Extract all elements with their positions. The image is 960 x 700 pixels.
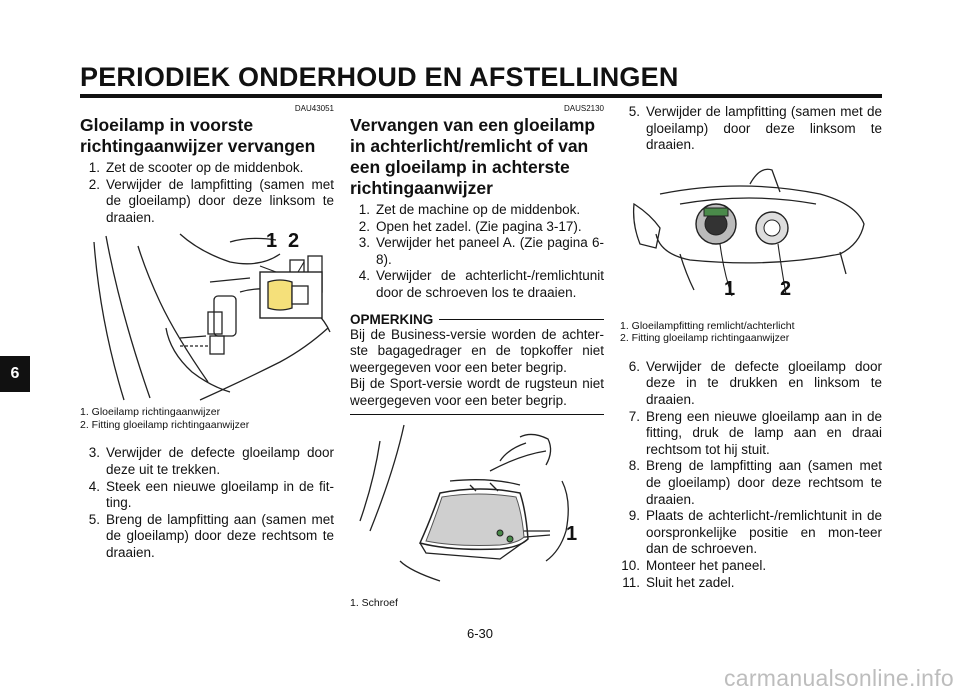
step-item: 7. Breng een nieuwe gloeilamp aan in de fitting, druk de lamp aan en draai rechtsom tot hij stuit. [628, 408, 882, 457]
step-item: 2. Verwijder de lampfitting (samen met de gloeilamp) door deze linksom te draaien. [88, 176, 334, 225]
callout-1: 1 [266, 230, 278, 253]
doc-code: DAU43051 [294, 104, 334, 113]
steps-list [620, 104, 882, 154]
note-text: Bij de Business-versie worden de achter-ste bagagedrager en de topkoffer niet weergegeven voor een beter begrip. [350, 326, 604, 375]
callout-1: 1 [566, 522, 578, 545]
note-heading: OPMERKING [350, 312, 604, 327]
page-number: 6-30 [466, 626, 494, 641]
figure-front-indicator [80, 232, 334, 404]
caption-item: 1. Gloeilampfitting remlicht/achterlicht [620, 319, 795, 332]
step-item: 2. Open het zadel. (Zie pagina 3-17). [358, 218, 582, 234]
caption-item: 2. Fitting gloeilamp richtingaanwijzer [620, 332, 790, 345]
step-item: 11. Sluit het zadel. [622, 574, 735, 590]
steps-list [80, 160, 334, 226]
caption-item: 1. Gloeilamp richtingaanwijzer [80, 406, 221, 419]
rear-bulb-holders-illustration [620, 164, 882, 308]
section-title: Gloeilamp in voorste richtingaanwijzer vervangen [80, 115, 316, 156]
callout-2: 2 [288, 230, 300, 253]
figure-rear-bulb-holders [620, 164, 882, 308]
step-item: 10. Monteer het paneel. [621, 557, 767, 573]
chapter-tab[interactable]: 6 [0, 356, 30, 392]
column-rear-light [350, 104, 604, 609]
front-indicator-illustration [80, 232, 334, 404]
doc-code: DAUS2130 [563, 104, 604, 113]
watermark[interactable]: carmanualsonline.info [723, 665, 954, 691]
step-item: 4. Verwijder de achterlicht-/remlichtunit door de schroeven los te draaien. [358, 268, 604, 300]
callout-1: 1 [724, 277, 736, 300]
step-item: 3. Verwijder het paneel A. (Zie pagina 6-8). [358, 235, 604, 267]
column-front-indicator [80, 104, 334, 562]
column-rear-light-continued [620, 104, 882, 591]
step-item: 9. Plaats de achterlicht-/remlichtunit in de oorspronkelijke positie en mon-teer dan de schroeven. [628, 508, 882, 557]
figure-captions [350, 597, 604, 610]
page-header-title: PERIODIEK ONDERHOUD EN AFSTELLINGEN [80, 62, 679, 92]
steps-list [350, 202, 604, 302]
figure-captions [80, 406, 334, 431]
step-item: 6. Verwijder de defecte gloeilamp door deze in te drukken en linksom te draaien. [628, 358, 882, 407]
note-rule [439, 319, 604, 320]
steps-list [80, 445, 334, 561]
rear-light-unit-illustration [350, 421, 604, 591]
step-item: 1. Zet de scooter op de middenbok. [88, 160, 304, 175]
step-item: 5. Breng de lampfitting aan (samen met de gloeilamp) door deze rechtsom te draaien. [88, 511, 334, 560]
step-item: 8. Breng de lampfitting aan (samen met de gloeilamp) door deze rechtsom te draaien. [628, 458, 882, 507]
caption-item: 2. Fitting gloeilamp richtingaanwijzer [80, 418, 250, 431]
figure-rear-light-screws [350, 421, 604, 591]
callout-2: 2 [780, 277, 792, 300]
caption-item: 1. Schroef [350, 596, 398, 609]
note-text: Bij de Sport-versie wordt de rugsteun niet weergegeven voor een beter begrip. [350, 376, 604, 408]
header-rule [80, 94, 882, 98]
step-item: 1. Zet de machine op de middenbok. [358, 202, 581, 217]
section-title: Vervangen van een gloeilamp in achterlicht/remlicht of van een gloeilamp in achterste richtingaanwijzer [350, 115, 596, 198]
figure-captions [620, 320, 882, 345]
steps-list [620, 359, 882, 591]
step-item: 4. Steek een nieuwe gloeilamp in de fit-ting. [88, 478, 334, 511]
step-item: 5. Verwijder de lampfitting (samen met de gloeilamp) door deze linksom te draaien. [628, 104, 882, 153]
note-end-rule [350, 414, 604, 415]
step-item: 3. Verwijder de defecte gloeilamp door deze uit te trekken. [88, 445, 334, 477]
